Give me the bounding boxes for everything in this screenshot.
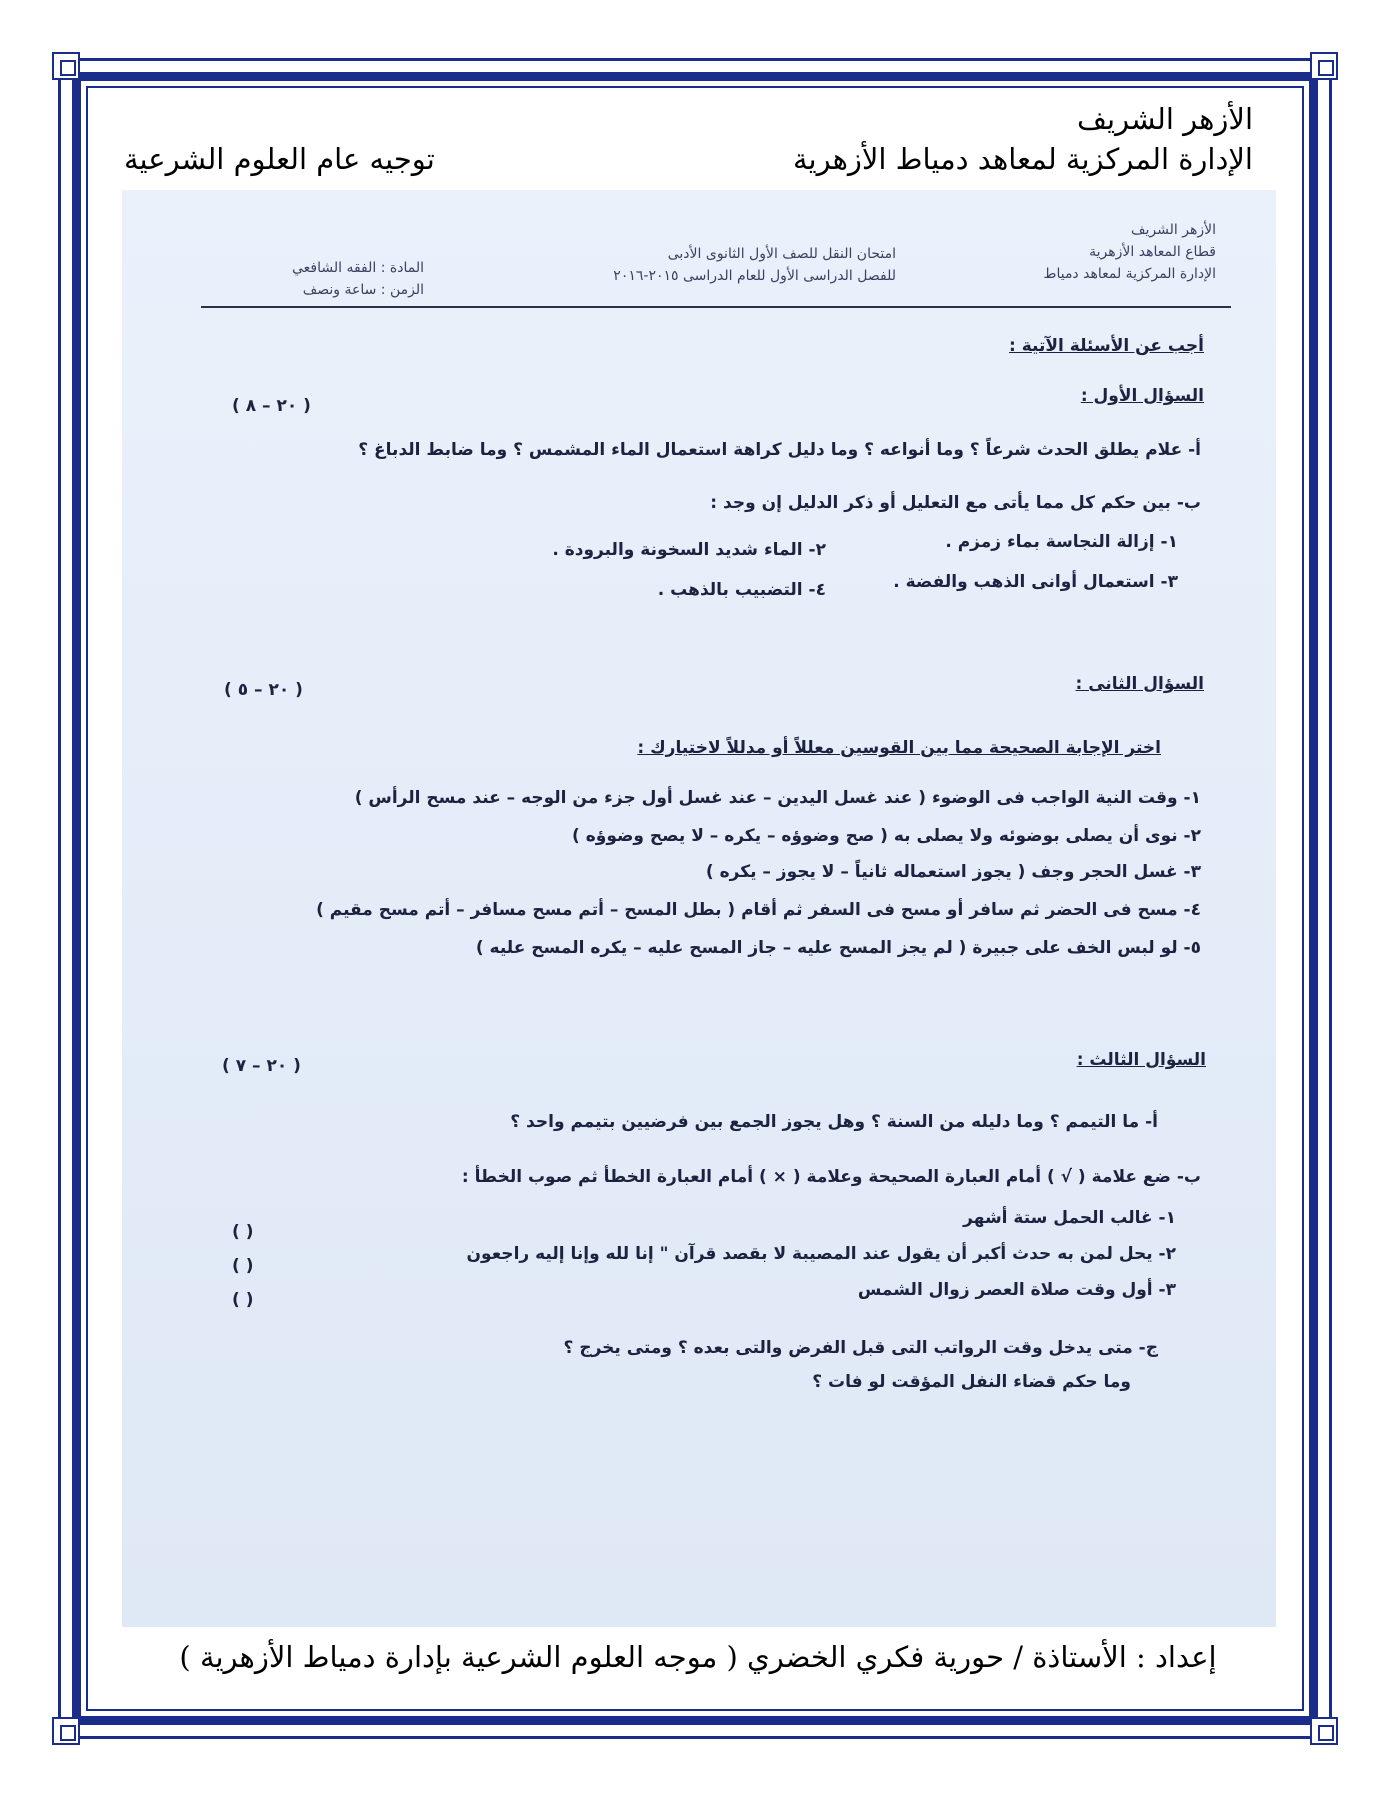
header-direction: توجيه عام العلوم الشرعية	[124, 142, 435, 176]
instruction: أجب عن الأسئلة الآتية :	[1009, 336, 1204, 356]
q2-item: ١- وقت النية الواجب فى الوضوء ( عند غسل اليدين – عند غسل أول جزء من الوجه – عند مسح الرأس )	[354, 788, 1201, 808]
q2-instruction: اختر الإجابة الصحيحة مما بين القوسين معللاً أو مدللاً لاختيارك :	[637, 738, 1161, 758]
q3-title: السؤال الثالث :	[1076, 1050, 1206, 1070]
q1-part-b: ب- بين حكم كل مما يأتى مع التعليل أو ذكر الدليل إن وجد :	[710, 493, 1201, 513]
corner-ornament	[1310, 1717, 1338, 1745]
answer-bracket: ( )	[232, 1290, 254, 1310]
exam-org-line3: الإدارة المركزية لمعاهد دمياط	[1043, 266, 1216, 282]
q1-b3: ٣- استعمال أوانى الذهب والفضة .	[893, 572, 1178, 592]
q2-marks: ( ٢٠ – ٥ )	[224, 680, 303, 700]
q3-part-a: أ- ما التيمم ؟ وما دليله من السنة ؟ وهل يجوز الجمع بين فرضيين بتيمم واحد ؟	[510, 1112, 1158, 1132]
q3-b1: ١- غالب الحمل ستة أشهر	[963, 1208, 1176, 1228]
exam-term: للفصل الدراسى الأول للعام الدراسى ٢٠١٥-٢٠١٦	[613, 268, 896, 284]
q1-title: السؤال الأول :	[1080, 386, 1204, 406]
q3-part-b: ب- ضع علامة ( √ ) أمام العبارة الصحيحة وعلامة ( × ) أمام العبارة الخطأ ثم صوب الخطأ :	[461, 1167, 1201, 1187]
exam-paper-scan	[122, 190, 1276, 1627]
q3-marks: ( ٢٠ – ٧ )	[222, 1056, 301, 1076]
header-azhar: الأزهر الشريف	[1077, 102, 1253, 136]
exam-title: امتحان النقل للصف الأول الثانوى الأدبى	[667, 246, 896, 262]
corner-ornament	[52, 1717, 80, 1745]
exam-org-line1: الأزهر الشريف	[1131, 222, 1216, 238]
header-administration: الإدارة المركزية لمعاهد دمياط الأزهرية	[792, 142, 1253, 176]
answer-bracket: ( )	[232, 1222, 254, 1242]
exam-subject: المادة : الفقه الشافعي	[291, 260, 424, 276]
q1-marks: ( ٢٠ – ٨ )	[232, 396, 311, 416]
corner-ornament	[1310, 52, 1338, 80]
q3-b2: ٢- يحل لمن به حدث أكبر أن يقول عند المصيبة لا بقصد قرآن " إنا لله وإنا إليه راجعون	[466, 1244, 1176, 1264]
prepared-by: إعداد : الأستاذة / حورية فكري الخضري ( موجه العلوم الشرعية بإدارة دمياط الأزهرية )	[179, 1640, 1217, 1674]
q1-b1: ١- إزالة النجاسة بماء زمزم .	[945, 532, 1178, 552]
q3-part-c-line2: وما حكم قضاء النفل المؤقت لو فات ؟	[812, 1372, 1131, 1392]
answer-bracket: ( )	[232, 1256, 254, 1276]
q3-part-c: ج- متى يدخل وقت الرواتب التى قبل الفرض والتى بعده ؟ ومتى يخرج ؟	[563, 1338, 1158, 1358]
q3-b3: ٣- أول وقت صلاة العصر زوال الشمس	[857, 1280, 1176, 1300]
q1-b4: ٤- التضبيب بالذهب .	[657, 580, 826, 600]
header-rule	[201, 306, 1231, 308]
q2-item: ٢- نوى أن يصلى بوضوئه ولا يصلى به ( صح وضوؤه – يكره – لا يصح وضوؤه )	[572, 826, 1201, 846]
exam-org-line2: قطاع المعاهد الأزهرية	[1089, 244, 1216, 260]
q2-item: ٤- مسح فى الحضر ثم سافر أو مسح فى السفر ثم أقام ( بطل المسح – أتم مسح مسافر – أتم مسح مقيم )	[316, 900, 1201, 920]
q2-title: السؤال الثانى :	[1075, 674, 1204, 694]
q1-b2: ٢- الماء شديد السخونة والبرودة .	[552, 540, 826, 560]
q2-item: ٥- لو لبس الخف على جبيرة ( لم يجز المسح عليه – جاز المسح عليه – يكره المسح عليه )	[475, 938, 1201, 958]
corner-ornament	[52, 52, 80, 80]
q1-part-a: أ- علام يطلق الحدث شرعاً ؟ وما أنواعه ؟ وما دليل كراهة استعمال الماء المشمس ؟ وما ضابط الدباغ ؟	[358, 440, 1201, 460]
exam-duration: الزمن : ساعة ونصف	[302, 282, 424, 298]
q2-item: ٣- غسل الحجر وجف ( يجوز استعماله ثانياً – لا يجوز – يكره )	[705, 862, 1201, 882]
